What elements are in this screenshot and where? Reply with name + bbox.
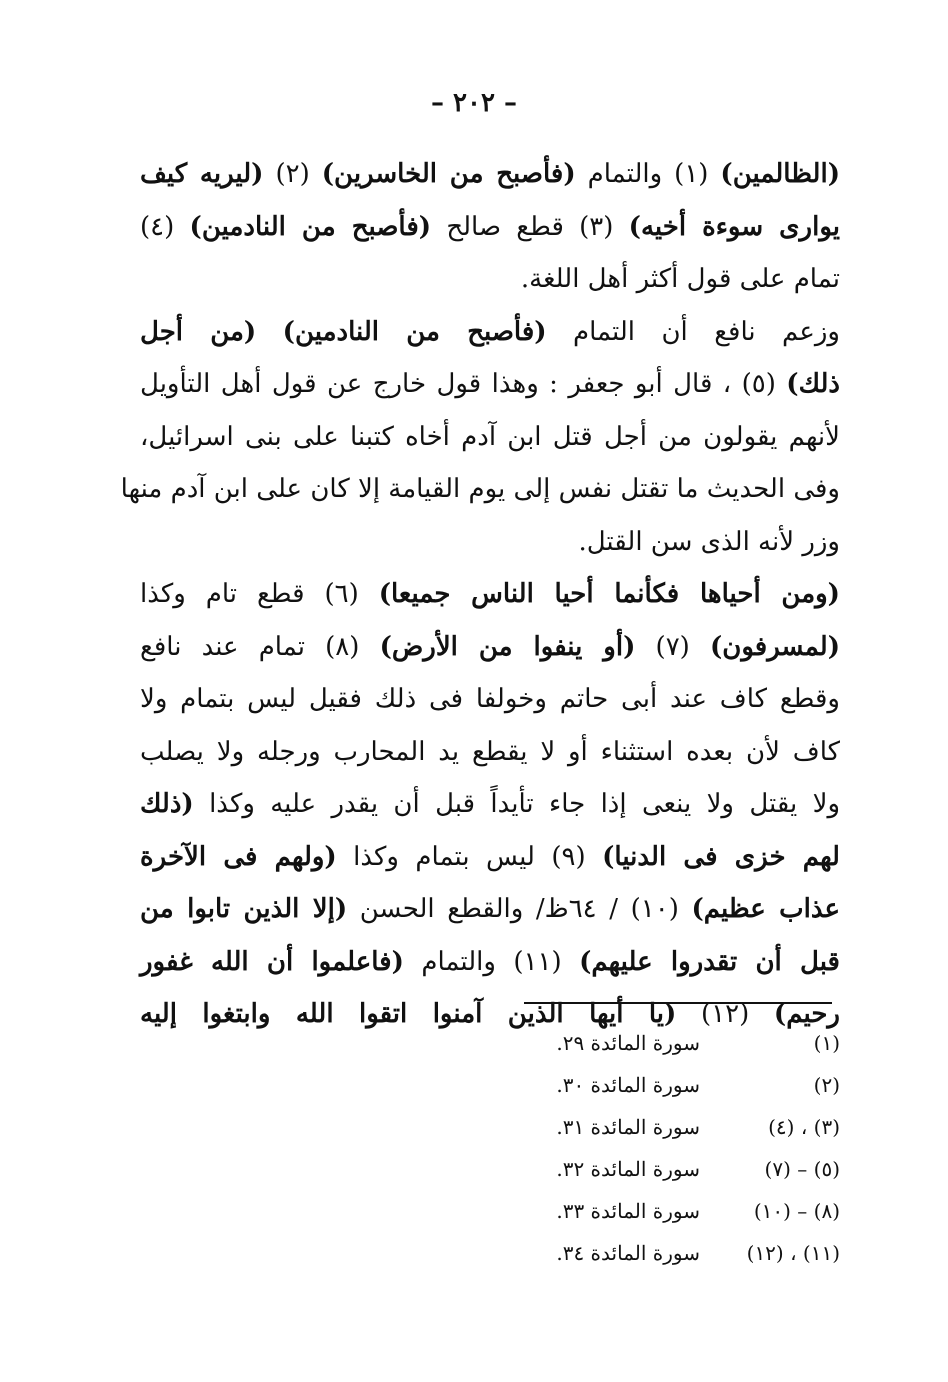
footnote-ref: (١) xyxy=(813,1031,840,1055)
text-line xyxy=(140,621,840,674)
footnote-source: سورة المائدة ٣٢. xyxy=(556,1157,700,1181)
footnote xyxy=(500,1022,840,1064)
footnote-divider xyxy=(524,1002,832,1004)
text-segment: كاف لأن بعده استثناء أو لا يقطع يد المحارب ورجله ولا يصلب xyxy=(140,736,840,767)
text-line xyxy=(140,148,840,201)
quran-quote: لهم خزى فى الدنيا) xyxy=(602,841,840,872)
footnote-source: سورة المائدة ٣٤. xyxy=(556,1241,700,1265)
footnote xyxy=(500,1232,840,1274)
quran-quote: رحيم) xyxy=(773,999,840,1029)
quran-quote: (إلا الذين تابوا من xyxy=(140,894,348,924)
quran-quote: (أو ينفوا من الأرض) xyxy=(379,631,636,662)
text-segment: (٦) قطع تام وكذا xyxy=(140,579,379,609)
quran-quote: يوارى سوءة أخيه) xyxy=(628,211,840,242)
text-line xyxy=(140,778,840,831)
text-line xyxy=(140,831,840,884)
quran-quote: (فأصبح من النادمين) xyxy=(282,316,547,347)
text-segment: وقطع كاف عند أبى حاتم وخولفا فى ذلك فقيل ليس بتمام ولا xyxy=(140,684,840,714)
page-number: – ٢٠٢ – xyxy=(430,88,518,118)
text-line xyxy=(140,306,840,359)
quran-quote: (فأصبح من الخاسرين) xyxy=(321,159,576,189)
text-segment: لأنهم يقولون من أجل قتل ابن آدم أخاه كتبنا على بنى اسرائيل، xyxy=(140,421,840,452)
text-segment: (١١) والتمام xyxy=(403,946,580,977)
footnote-ref: (٢) xyxy=(813,1073,840,1097)
footnote-source: سورة المائدة ٣٠. xyxy=(556,1073,700,1097)
text-segment: وزر لأنه الذى سن القتل. xyxy=(578,526,840,557)
quran-quote: (يا أيها الذين آمنوا اتقوا الله وابتغوا إليه xyxy=(140,999,677,1029)
text-line xyxy=(140,253,840,306)
footnote xyxy=(500,1148,840,1190)
quran-quote: عذاب عظيم) xyxy=(691,894,840,924)
text-segment: (٥) ، قال أبو جعفر : وهذا قول خارج عن قول أهل التأويل xyxy=(140,369,787,399)
footnote-source: سورة المائدة ٣٣. xyxy=(556,1199,700,1223)
text-segment: (٣) قطع صالح xyxy=(431,211,629,242)
text-line xyxy=(140,568,840,621)
footnote-ref: (١١) ، (١٢) xyxy=(746,1241,840,1265)
quran-quote: (ذلك xyxy=(140,789,194,819)
footnote-ref: (٣) ، (٤) xyxy=(768,1115,840,1139)
text-segment: ولا يقتل ولا ينعى إذا جاء تأيداً قبل أن يقدر عليه وكذا xyxy=(193,789,840,819)
text-segment: (٩) ليس بتمام وكذا xyxy=(336,841,603,872)
quran-quote: (ولهم فى الآخرة xyxy=(140,841,337,872)
text-segment: وزعم نافع أن التمام xyxy=(546,316,840,347)
quran-quote: (من أجل xyxy=(140,316,257,347)
text-line xyxy=(140,201,840,254)
footnote xyxy=(500,1106,840,1148)
text-line xyxy=(140,936,840,989)
text-segment: (٧) xyxy=(635,631,710,662)
footnote-source: سورة المائدة ٣١. xyxy=(556,1115,700,1139)
quran-quote: (ومن أحياها فكأنما أحيا الناس جميعا) xyxy=(378,579,840,609)
text-line xyxy=(140,726,840,779)
text-segment: (٨) تمام عند نافع xyxy=(140,631,380,662)
footnote-ref: (٥) – (٧) xyxy=(764,1157,840,1181)
text-segment: (١) والتمام xyxy=(575,159,721,189)
footnotes xyxy=(500,1022,840,1274)
text-segment: (٤) xyxy=(140,211,190,242)
text-line xyxy=(140,411,840,464)
quran-quote: ذلك) xyxy=(786,369,840,399)
text-segment xyxy=(256,317,282,347)
quran-quote: قبل أن تقدروا عليهم) xyxy=(579,946,840,977)
text-line xyxy=(140,358,840,411)
footnote xyxy=(500,1064,840,1106)
quran-quote: (فأصبح من النادمين) xyxy=(189,211,432,242)
text-segment: تمام على قول أكثر أهل اللغة. xyxy=(520,264,840,294)
text-segment: وفى الحديث ما تقتل نفس إلى يوم القيامة إلا كان على ابن آدم منها xyxy=(120,474,840,504)
text-line xyxy=(140,883,840,936)
quran-quote: (لمسرفون) xyxy=(709,631,841,662)
quran-quote: (ليريه كيف xyxy=(140,159,264,189)
quran-quote: (فاعلموا أن الله غفور xyxy=(140,946,404,977)
text-line xyxy=(140,516,840,569)
text-segment: (١٠) / ٦٤ظ/ والقطع الحسن xyxy=(347,894,692,924)
body-text xyxy=(120,148,841,1041)
text-line xyxy=(120,463,840,516)
text-segment: (٢) xyxy=(263,159,322,189)
text-line xyxy=(140,673,840,726)
quran-quote: (الظالمين) xyxy=(720,159,840,189)
text-segment: (١٢) xyxy=(676,999,774,1029)
footnote-source: سورة المائدة ٢٩. xyxy=(556,1031,700,1055)
footnote-ref: (٨) – (١٠) xyxy=(753,1199,840,1223)
footnote xyxy=(500,1190,840,1232)
